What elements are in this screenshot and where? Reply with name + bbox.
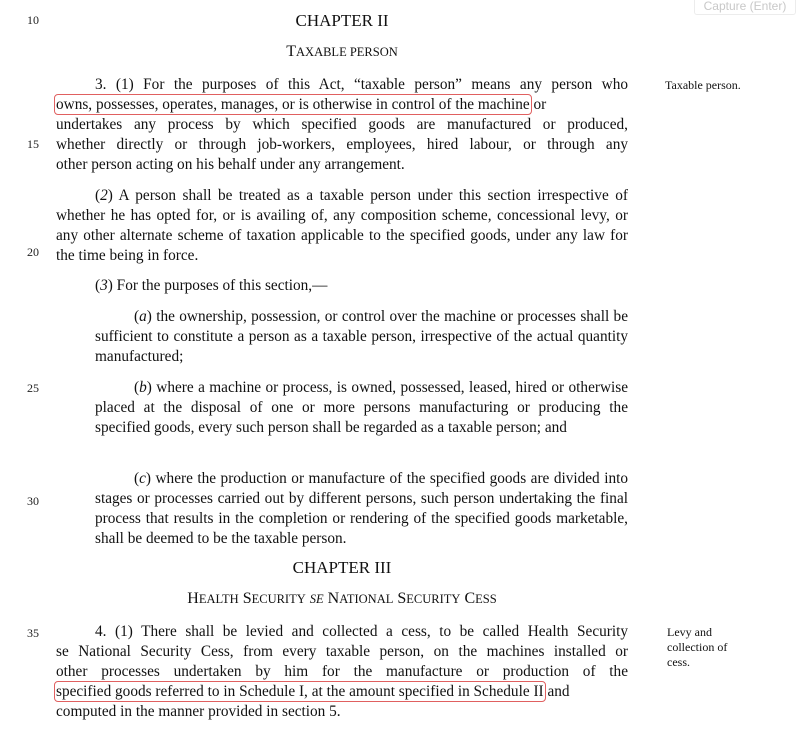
- chapter-2-subtitle: TAXABLE PERSON: [286, 43, 398, 60]
- section-3-1-line: whether directly or through job-workers, employees, hired labour, or through any: [56, 136, 628, 153]
- section-3-1-line: owns, possesses, operates, manages, or is otherwise in control of the machine or: [56, 96, 547, 113]
- section-3-1-line: other person acting on his behalf under any arrangement.: [56, 156, 405, 173]
- chapter-3-subtitle: HEALTH SECURITY SE NATIONAL SECURITY CESS: [187, 590, 497, 607]
- margin-note-taxable-person: Taxable person.: [665, 78, 741, 92]
- section-3-1-line: undertakes any process by which specified goods are manufactured or produced,: [56, 116, 628, 133]
- line-number: 20: [27, 245, 39, 259]
- section-3-1: [56, 75, 628, 175]
- line-number: 35: [27, 626, 39, 640]
- section-4-1-line: specified goods referred to in Schedule I, at the amount specified in Schedule II and: [56, 683, 570, 700]
- section-4-1-line: computed in the manner provided in section 5.: [56, 703, 341, 720]
- chapter-2-title: CHAPTER II: [295, 11, 389, 30]
- line-number: 15: [27, 137, 39, 151]
- section-3-3: (3) For the purposes of this section,—: [95, 277, 328, 294]
- section-3-1-line: 3. (1) For the purposes of this Act, “taxable person” means any person who: [95, 76, 628, 93]
- section-4-1-line: other processes undertaken by him for the manufacture or production of the: [56, 663, 628, 680]
- margin-note-levy: Levy and collection of cess.: [667, 625, 728, 669]
- capture-button[interactable]: Capture (Enter): [694, 0, 796, 15]
- line-number: 10: [27, 13, 39, 27]
- section-4-1-line: 4. (1) There shall be levied and collected a cess, to be called Health Security: [95, 623, 628, 640]
- section-4-1-line: se National Security Cess, from every taxable person, on the machines installed or: [56, 643, 628, 660]
- clause-a: (a) the ownership, possession, or control over the machine or processes shall be sufficient to constitute a person as a taxable person, irrespective of the actual quantity manufactured;: [95, 308, 628, 365]
- line-number: 30: [27, 494, 39, 508]
- clause-b: (b) where a machine or process, is owned, possessed, leased, hired or otherwise placed at the disposal of one or more persons manufacturing or producing the specified goods, every such person shall be regarded as a taxable person; and: [95, 379, 628, 436]
- section-3-2: (2) A person shall be treated as a taxable person under this section irrespective of whether he has opted for, or is availing of, any composition scheme, concessional levy, or any other alternate scheme of taxation applicable to the specified goods, under any law for the time being in force.: [56, 187, 628, 264]
- clause-c: (c) where the production or manufacture of the specified goods are divided into stages or processes carried out by different persons, such person undertaking the final process that results in the completion or rendering of the specified goods marketable, shall be deemed to be the taxable person.: [95, 470, 628, 547]
- section-4-1: [56, 622, 628, 722]
- highlight-box: owns, possesses, operates, manages, or is otherwise in control of the machine: [56, 96, 530, 113]
- chapter-3-title: CHAPTER III: [292, 558, 392, 577]
- highlight-box: specified goods referred to in Schedule I, at the amount specified in Schedule II: [56, 683, 544, 700]
- line-number: 25: [27, 381, 39, 395]
